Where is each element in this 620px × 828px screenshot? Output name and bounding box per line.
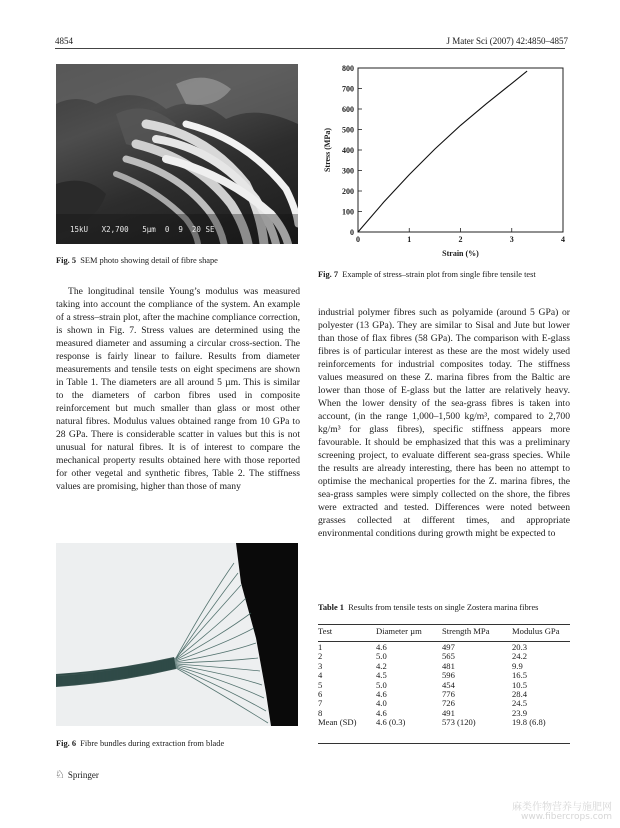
x-tick-label: 0 (356, 235, 360, 244)
table-cell: 481 (442, 660, 455, 671)
y-tick-label: 200 (342, 187, 354, 196)
right-paragraph: industrial polymer fibres such as polyamide (around 5 GPa) or polyester (13 GPa). They are similar to Sisal and Jute but lower than those of flax fibres (58 GPa). The comparison with E-glass fibres is of particular interest as these are the most widely used reinforcements for industrial composites today. The stiffness values measured on these Z. marina fibres from the Baltic are lower than those of E-glass but the latter are relatively heavy. When the lower density of the sea-grass fibres is taken into account, (in the range 1,000–1,500 kg/m³, compared to 2,700 kg/m³ for glass fibres), specific stiffness appears more favourable. It should be emphasized that this was a preliminary screening project, to evaluate different sea-grass species. While the results are already interesting, there has been no attempt to optimise the mechanical properties for the Z. marina fibres, the sea-grass samples were simply collected on the shore, the fibres were extracted and tested. Differences were noted between grasses collected at different times, and appropriate environmental conditions during growth might be expected to (318, 307, 570, 539)
fig5-label: Fig. 5 (56, 256, 77, 265)
table-cell: 2 (318, 651, 323, 662)
y-tick-label: 300 (342, 166, 354, 176)
fig6-label: Fig. 6 (56, 739, 77, 748)
table-cell: 4.5 (376, 670, 387, 681)
table-cell: 726 (442, 698, 455, 709)
fig5-caption-text: SEM photo showing detail of fibre shape (80, 256, 218, 265)
y-tick-label: 100 (342, 207, 354, 217)
fig7-caption (318, 269, 572, 280)
fig6-caption-text: Fibre bundles during extraction from blade (80, 739, 225, 748)
sem-fibre-drawing (56, 64, 298, 244)
table-cell: 5 (318, 679, 323, 690)
stress-strain-curve (358, 71, 527, 232)
y-tick-label: 700 (342, 84, 354, 94)
table-cell: 573 (120) (442, 717, 476, 728)
journal-reference: J Mater Sci (2007) 42:4850–4857 (446, 36, 568, 46)
fig7-caption-text: Example of stress–strain plot from single fibre tensile test (342, 270, 536, 279)
y-tick-label: 0 (350, 228, 354, 237)
table-row (318, 718, 570, 727)
right-column-text (318, 306, 570, 540)
fig6-fibre-bundle-image (56, 543, 298, 726)
table-cell: 497 (442, 642, 455, 652)
table1-label: Table 1 (318, 603, 344, 612)
table-cell: 1 (318, 642, 323, 652)
table-cell: 596 (442, 670, 455, 681)
table1-caption-text: Results from tensile tests on single Zostera marina fibres (348, 603, 539, 612)
header-rule (55, 48, 565, 49)
table-cell: 4.0 (376, 698, 387, 709)
fig7-stress-strain-chart (318, 58, 572, 268)
publisher-name: Springer (67, 769, 99, 780)
col-header: Modulus GPa (512, 626, 560, 636)
table-cell: 491 (442, 707, 455, 718)
table-cell: 776 (442, 689, 455, 700)
table-cell: 5.0 (376, 679, 387, 690)
table1-header-rule (318, 641, 570, 642)
table-cell: 8 (318, 707, 323, 718)
table1-bottom-rule (318, 743, 570, 744)
col-header: Diameter µm (376, 626, 422, 636)
table-cell: 24.2 (512, 651, 528, 662)
table-cell: 9.9 (512, 660, 523, 671)
table-cell: 3 (318, 660, 323, 671)
sem-overlay-text: 15kU X2,700 5µm 0 9 20 SE (70, 225, 215, 234)
table-cell: 4.2 (376, 660, 387, 671)
table-cell: 4 (318, 670, 323, 681)
left-paragraph: The longitudinal tensile Young’s modulus was measured taking into account the compliance of the system. An example of a stress–strain plot, after the machine compliance correction, is shown in Fig. 7. Stress values are determined using the measured diameter and assuming a circular cross-section. The response is fairly linear to failure. Results from diameter measurements and tensile tests on eight specimens are shown in Table 1. The diameters are all around 5 µm. This is similar to the diameters of carbon fibres used in composite reinforcement but much smaller than glass or most other natural fibres. Modulus values obtained range from 10 GPa to 28 GPa. There is considerable scatter in values but this is not unusual for natural fibres. It is of interest to compare the mechanical property results obtained here with those reported for other vegetal and synthetic fibres, Table 2. The stiffness values are promising, higher than those of many (56, 286, 300, 492)
table-cell: 565 (442, 651, 455, 662)
x-tick-label: 1 (407, 235, 412, 244)
y-tick-label: 800 (342, 64, 354, 73)
y-tick-label: 500 (342, 125, 354, 135)
watermark-url: www.fibercrops.com (521, 812, 612, 822)
table-cell: 16.5 (512, 670, 528, 681)
table-cell: 20.3 (512, 642, 528, 652)
publisher-logo (55, 768, 99, 781)
table-cell: 28.4 (512, 689, 528, 700)
y-tick-label: 600 (342, 105, 354, 114)
col-header: Strength MPa (442, 626, 490, 636)
table1-caption (318, 602, 570, 613)
table-cell: 24.5 (512, 698, 528, 709)
y-tick-label: 400 (342, 146, 354, 155)
table-cell: Mean (SD) (318, 717, 357, 728)
fig7-label: Fig. 7 (318, 270, 339, 279)
page-number: 4854 (55, 36, 73, 46)
table-cell: 4.6 (376, 642, 387, 652)
table-cell: 6 (318, 689, 323, 700)
table-cell: 7 (318, 698, 323, 709)
left-column-text (56, 285, 300, 493)
table-header-row (318, 626, 570, 640)
plot-frame (358, 68, 563, 232)
table-cell: 10.5 (512, 679, 528, 690)
x-tick-label: 4 (561, 235, 565, 244)
springer-knight-icon: ♘ (55, 769, 65, 781)
y-axis-label: Stress (MPa) (323, 127, 332, 173)
x-axis-label: Strain (%) (442, 249, 479, 258)
col-header: Test (318, 626, 333, 636)
fig5-sem-image (56, 64, 298, 244)
table-cell: 4.6 (376, 707, 387, 718)
fig6-caption (56, 738, 298, 749)
table-cell: 454 (442, 679, 455, 690)
table-cell: 5.0 (376, 651, 387, 662)
table1-top-rule (318, 624, 570, 625)
x-tick-label: 2 (458, 235, 463, 244)
table-cell: 19.8 (6.8) (512, 717, 546, 728)
fig5-caption (56, 255, 298, 266)
table-cell: 4.6 (376, 689, 387, 700)
watermark-chinese: 麻类作物营养与施肥网 (512, 802, 612, 813)
table-cell: 23.9 (512, 707, 528, 718)
x-tick-label: 3 (509, 235, 514, 244)
fibre-bundle-drawing (56, 543, 298, 726)
table-cell: 4.6 (0.3) (376, 717, 406, 728)
